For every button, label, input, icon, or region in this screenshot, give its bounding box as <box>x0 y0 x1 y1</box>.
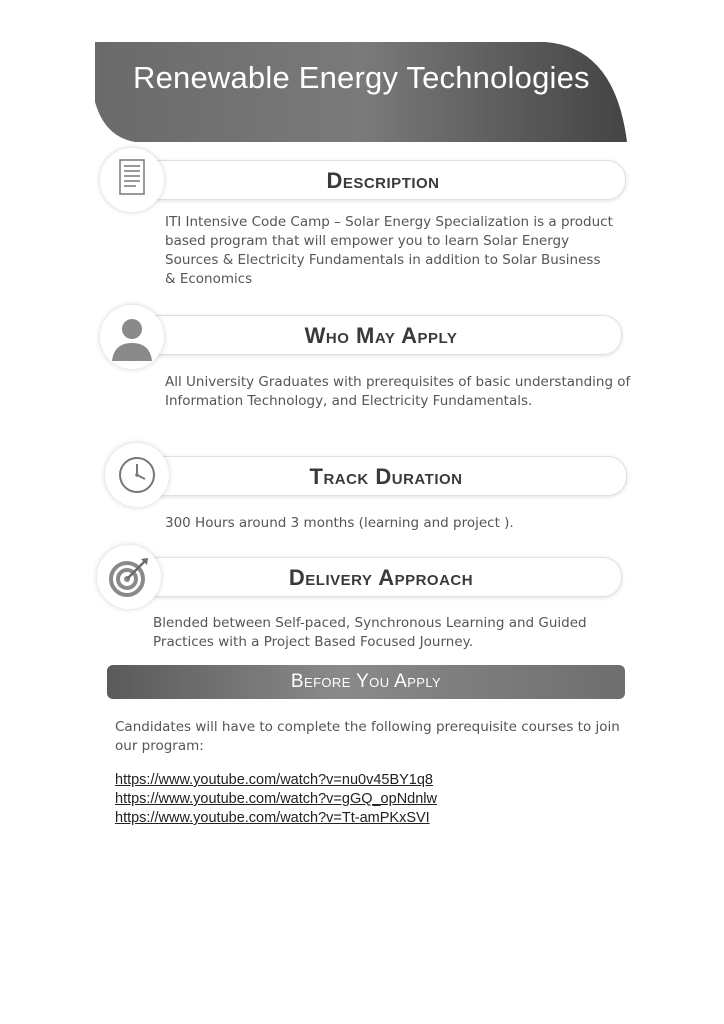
apply-intro: Candidates will have to complete the following prerequisite courses to join our program: <box>115 719 620 754</box>
section-title: Who May Apply <box>304 323 458 348</box>
section-header-pill <box>140 315 622 355</box>
section-title: Description <box>326 168 440 193</box>
section-body: ITI Intensive Code Camp – Solar Energy Specialization is a product based program that will empower you to learn Solar Energy Sources & Electricity Fundamentals in addition to Solar Business & Economics <box>165 214 613 287</box>
section-title: Track Duration <box>309 464 463 489</box>
clock-icon <box>105 443 169 507</box>
section-body: All University Graduates with prerequisites of basic understanding of Information Technology, and Electricity Fundamentals. <box>165 374 631 409</box>
section-body: 300 Hours around 3 months (learning and project ). <box>165 515 514 531</box>
course-link-3[interactable]: https://www.youtube.com/watch?v=Tt-amPKxSVI <box>115 810 430 826</box>
before-you-apply-bar <box>107 665 625 699</box>
course-link-1[interactable]: https://www.youtube.com/watch?v=nu0v45BY1q8 <box>115 772 433 788</box>
before-you-apply-title: Before You Apply <box>290 671 442 692</box>
section-header-pill <box>145 456 627 496</box>
person-icon <box>100 305 164 369</box>
section-body: Blended between Self-paced, Synchronous Learning and Guided Practices with a Project Based Focused Journey. <box>153 615 587 650</box>
title-banner <box>95 42 627 142</box>
section-header-pill <box>140 160 626 200</box>
page-title: Renewable Energy Technologies <box>133 60 590 95</box>
section-header-pill <box>140 557 622 597</box>
section-title: Delivery Approach <box>288 565 474 590</box>
course-link-2[interactable]: https://www.youtube.com/watch?v=gGQ_opNdnlw <box>115 791 437 807</box>
document-icon <box>100 148 164 212</box>
target-icon <box>97 545 161 609</box>
